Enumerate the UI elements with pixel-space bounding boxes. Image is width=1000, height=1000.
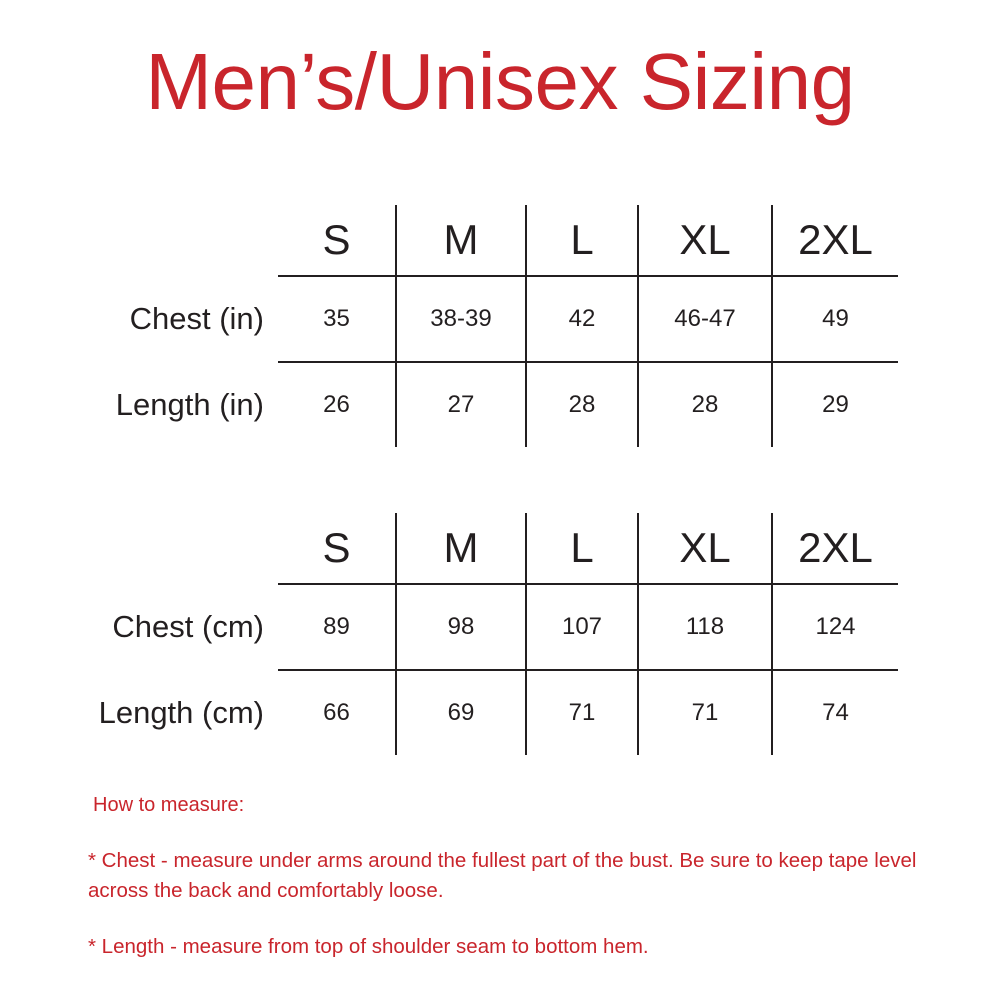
size-table-centimeters [58, 513, 898, 755]
row-label-chest-in: Chest (in) [129, 301, 264, 336]
column-header-m: M [396, 513, 526, 584]
cell-chest-in-l: 42 [526, 276, 638, 362]
cell-length-in-2xl: 29 [772, 362, 898, 447]
cell-length-in-s: 26 [323, 391, 350, 418]
table-header-row [58, 513, 898, 584]
row-label-chest-cm: Chest (cm) [112, 609, 264, 644]
cell-chest-cm-m: 98 [396, 584, 526, 670]
cell-length-cm-m: 69 [396, 670, 526, 755]
corner-cell [78, 205, 278, 276]
column-header-m: M [396, 205, 526, 276]
table-row [78, 362, 898, 447]
row-label-length-cm: Length (cm) [98, 694, 264, 730]
cell-chest-cm-l: 107 [526, 584, 638, 670]
table-row [58, 584, 898, 670]
column-header-xl: XL [638, 205, 772, 276]
corner-cell [58, 513, 278, 584]
column-header-xl: XL [638, 513, 772, 584]
size-table-inches [78, 205, 898, 447]
column-header-2xl: 2XL [772, 205, 898, 276]
cell-length-cm-2xl: 74 [772, 670, 898, 755]
cell-length-in-l: 28 [526, 362, 638, 447]
cell-chest-in-xl: 46-47 [638, 276, 772, 362]
cell-chest-cm-s: 89 [278, 584, 396, 670]
column-header-s: S [278, 205, 396, 276]
how-to-measure-heading: How to measure: [93, 794, 245, 816]
cell-chest-in-m: 38-39 [396, 276, 526, 362]
table-row [78, 276, 898, 362]
column-header-s: S [278, 513, 396, 584]
cell-chest-in-2xl: 49 [772, 276, 898, 362]
cell-length-in-xl: 28 [638, 362, 772, 447]
how-to-measure-section [88, 790, 938, 988]
cell-length-cm-s: 66 [323, 699, 350, 726]
table-header-row [78, 205, 898, 276]
cell-length-cm-xl: 71 [638, 670, 772, 755]
cell-length-cm-l: 71 [526, 670, 638, 755]
table-row [58, 670, 898, 755]
measure-note-length: * Length - measure from top of shoulder seam to bottom hem. [88, 935, 649, 958]
column-header-l: L [526, 513, 638, 584]
column-header-l: L [526, 205, 638, 276]
measure-note-chest: * Chest - measure under arms around the fullest part of the bust. Be sure to keep tape level across the back and comfortably loose. [88, 849, 917, 902]
cell-chest-in-s: 35 [278, 276, 396, 362]
cell-chest-cm-2xl: 124 [772, 584, 898, 670]
page-title: Men’s/Unisex Sizing [145, 37, 855, 126]
cell-length-in-m: 27 [396, 362, 526, 447]
column-header-2xl: 2XL [772, 513, 898, 584]
row-label-length-in: Length (in) [115, 386, 264, 422]
cell-chest-cm-xl: 118 [638, 584, 772, 670]
